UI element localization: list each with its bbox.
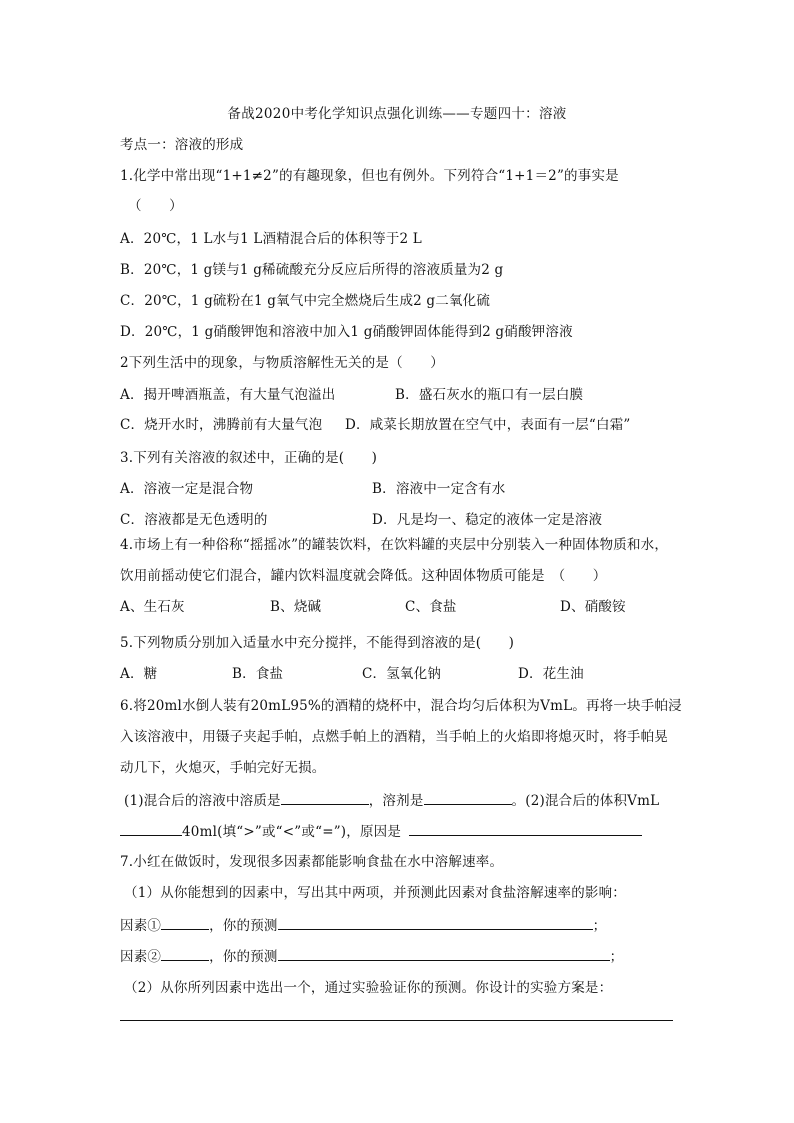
q6-sub-line1 — [124, 790, 659, 811]
volume-comparison-blank[interactable] — [120, 821, 182, 836]
q4-option-c: C、食盐 — [405, 599, 457, 615]
q2-option-a: A．揭开啤酒瓶盖，有大量气泡溢出 — [120, 387, 336, 403]
q2-stem: 2下列生活中的现象，与物质溶解性无关的是（ ） — [120, 355, 444, 371]
solvent-answer-blank[interactable] — [424, 790, 512, 805]
factor2-blank[interactable] — [161, 946, 209, 961]
q5-stem: 5.下列物质分别加入适量水中充分搅拌，不能得到溶液的是( ) — [120, 635, 515, 651]
q2-option-c: C．烧开水时，沸腾前有大量气泡 — [120, 417, 323, 433]
factor1-prediction-blank[interactable] — [278, 915, 593, 930]
section-heading: 考点一：溶液的形成 — [120, 137, 244, 153]
q1-option-b: B．20℃，1 g镁与1 g稀硫酸充分反应后所得的溶液质量为2 g — [120, 262, 504, 278]
q3-stem: 3.下列有关溶液的叙述中，正确的是( ) — [120, 450, 378, 466]
q5-option-b: B．食盐 — [232, 666, 284, 682]
factor2-prediction-blank[interactable] — [278, 946, 610, 961]
q1-answer-paren: （ ） — [128, 198, 183, 214]
q1-option-c: C．20℃，1 g硫粉在1 g氧气中完全燃烧后生成2 g二氧化硫 — [120, 293, 491, 309]
q4-stem-line1: 4.市场上有一种俗称“摇摇冰”的罐装饮料，在饮料罐的夹层中分别装入一种固体物质和水， — [120, 537, 669, 553]
q4-option-a: A、生石灰 — [120, 599, 185, 615]
q7-part2-prompt: （2）从你所列因素中选出一个，通过实验验证你的预测。你设计的实验方案是： — [124, 980, 613, 996]
q6-sub-line2 — [120, 821, 642, 842]
factor2-semicolon: ； — [609, 949, 624, 965]
q2-option-b: B．盛石灰水的瓶口有一层白膜 — [395, 387, 584, 403]
q7-factor2-row — [120, 946, 623, 967]
factor2-prediction-label: ，你的预测 — [209, 949, 278, 965]
q6-stem-line2: 入该溶液中，用镊子夹起手帕，点燃手帕上的酒精，当手帕上的火焰即将熄灭时，将手帕晃 — [120, 729, 668, 745]
factor2-label: 因素② — [120, 949, 162, 965]
q4-stem-line2: 饮用前摇动使它们混合，罐内饮料温度就会降低。这种固体物质可能是 （ ） — [120, 568, 607, 584]
q7-stem: 7.小红在做饭时，发现很多因素都能影响食盐在水中溶解速率。 — [120, 854, 504, 870]
q1-option-a: A．20℃，1 L水与1 L酒精混合后的体积等于2 L — [120, 231, 422, 247]
q3-option-c: C．溶液都是无色透明的 — [120, 512, 268, 528]
q6-stem-line1: 6.将20ml水倒人装有20mL95%的酒精的烧杯中，混合均匀后体积为VmL。再将一块手帕浸 — [120, 698, 682, 714]
reason-answer-blank[interactable] — [409, 821, 642, 836]
q4-option-b: B、烧碱 — [270, 599, 322, 615]
q6-stem-line3: 动几下，火熄灭，手帕完好无损。 — [120, 760, 326, 776]
q1-option-d: D．20℃，1 g硝酸钾饱和溶液中加入1 g硝酸钾固体能得到2 g硝酸钾溶液 — [120, 324, 573, 340]
q6-solute-label: (1)混合后的溶液中溶质是 — [124, 793, 281, 809]
q5-option-d: D．花生油 — [518, 666, 584, 682]
q6-volume-label: 。(2)混合后的体积VmL — [511, 793, 660, 809]
q3-option-d: D．凡是均一、稳定的液体一定是溶液 — [372, 512, 603, 528]
solute-answer-blank[interactable] — [281, 790, 369, 805]
factor1-blank[interactable] — [161, 915, 209, 930]
q7-factor1-row — [120, 915, 606, 936]
q5-option-c: C．氢氧化钠 — [362, 666, 442, 682]
q6-compare-label: 40ml(填“>”或“<”或“=”)，原因是 — [182, 824, 402, 840]
experiment-plan-answer-line[interactable] — [120, 1020, 673, 1021]
factor1-prediction-label: ，你的预测 — [209, 918, 278, 934]
q2-option-d: D．咸菜长期放置在空气中，表面有一层“白霜” — [345, 417, 631, 433]
q4-option-d: D、硝酸铵 — [560, 599, 626, 615]
document-title: 备战2020中考化学知识点强化训练——专题四十：溶液 — [227, 106, 567, 122]
q3-option-a: A．溶液一定是混合物 — [120, 481, 254, 497]
factor1-label: 因素① — [120, 918, 162, 934]
q3-option-b: B．溶液中一定含有水 — [372, 481, 506, 497]
q6-solvent-label: ，溶剂是 — [368, 793, 424, 809]
q7-part1-prompt: （1）从你能想到的因素中，写出其中两项，并预测此因素对食盐溶解速率的影响： — [124, 885, 626, 901]
q5-option-a: A．糖 — [120, 666, 158, 682]
factor1-semicolon: ； — [592, 918, 607, 934]
q1-stem: 1.化学中常出现“1+1≠2”的有趣现象，但也有例外。下列符合“1+1＝2”的事实是 — [120, 168, 619, 184]
